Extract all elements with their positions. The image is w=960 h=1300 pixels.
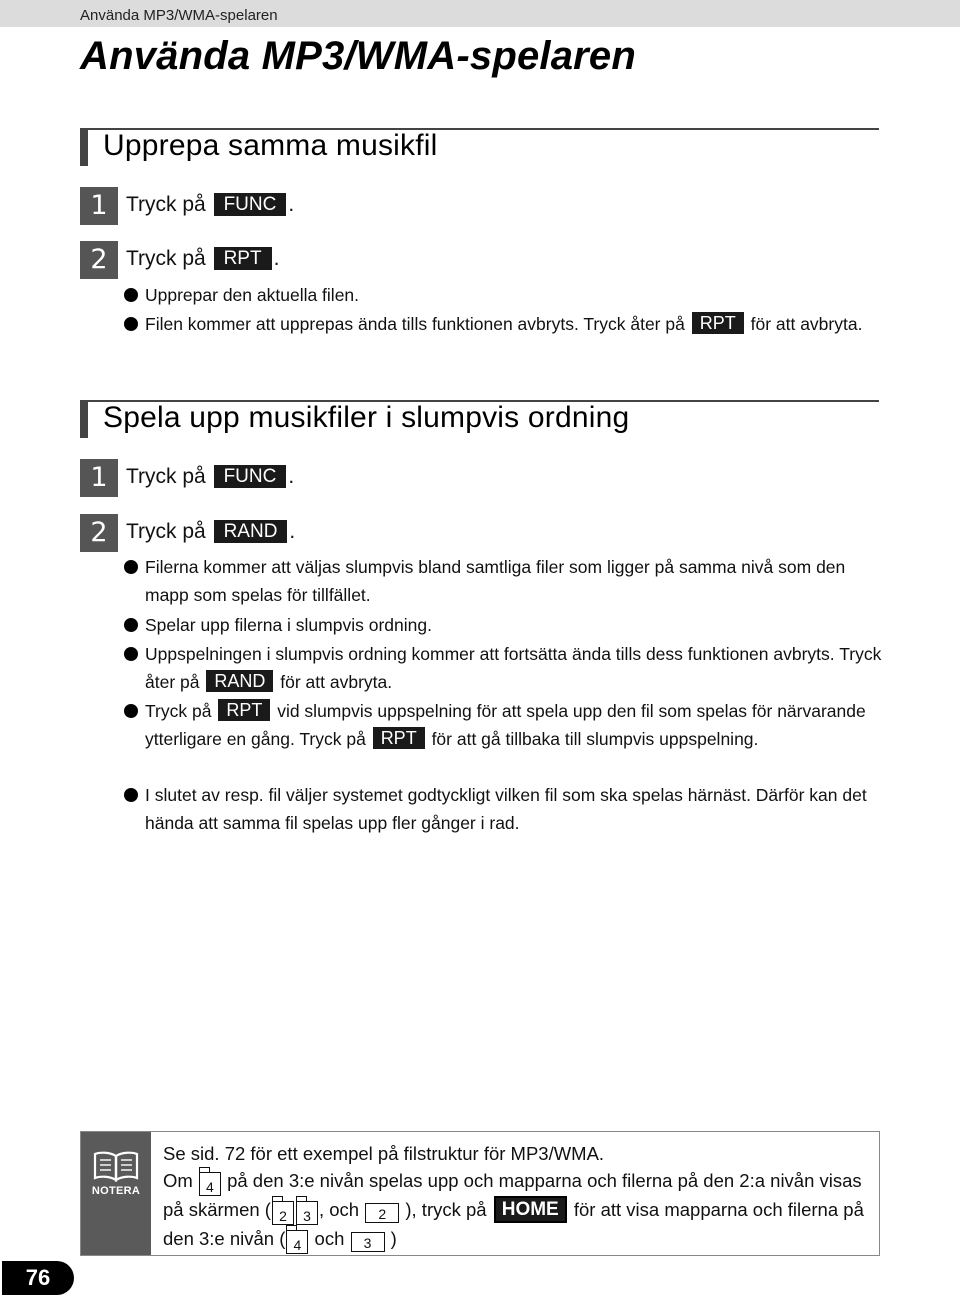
page-title: Använda MP3/WMA-spelaren bbox=[80, 34, 637, 78]
running-title: Använda MP3/WMA-spelaren bbox=[80, 7, 278, 24]
bullet-dot-icon bbox=[124, 788, 138, 802]
note-text: ), tryck på bbox=[405, 1199, 487, 1220]
section-heading-repeat: Upprepa samma musikfil bbox=[103, 129, 438, 162]
home-key-label: HOME bbox=[494, 1196, 567, 1223]
bullet-dot-icon bbox=[124, 647, 138, 661]
step-instruction bbox=[126, 465, 294, 489]
step-number-1: 1 bbox=[80, 187, 118, 225]
rand-key-label: RAND bbox=[214, 520, 288, 543]
bullet-dot-icon bbox=[124, 560, 138, 574]
note-text: och bbox=[314, 1228, 345, 1249]
note-label: NOTERA bbox=[91, 1185, 141, 1197]
bullet-text: Spelar upp filerna i slumpvis ordning. bbox=[145, 615, 432, 635]
bullet-text: I slutet av resp. fil väljer systemet godtyckligt vilken fil som ska spelas härnäst. Därför kan det hända att samma fil spelas upp fler gånger i rad. bbox=[145, 785, 867, 833]
bullet-text-part: Filen kommer att upprepas ända tills funktionen avbryts. Tryck åter på bbox=[145, 314, 685, 334]
bullet-item bbox=[124, 611, 884, 639]
step-prefix: Tryck på bbox=[126, 520, 206, 543]
rand-key-label: RAND bbox=[206, 670, 273, 692]
bullet-item bbox=[124, 697, 884, 753]
step-prefix: Tryck på bbox=[126, 465, 206, 488]
note-line: Se sid. 72 för ett exempel på filstruktur för MP3/WMA. bbox=[163, 1143, 605, 1164]
bullet-text bbox=[124, 697, 884, 753]
folder-4-icon: 4 bbox=[286, 1230, 308, 1254]
section-heading-random: Spela upp musikfiler i slumpvis ordning bbox=[103, 401, 630, 434]
bullet-text-part: för att avbryta. bbox=[750, 314, 863, 334]
note-text: för att visa mapparna och filerna på den 3:e nivån ( bbox=[163, 1199, 864, 1249]
rpt-key-label: RPT bbox=[214, 247, 272, 270]
step-number-2: 2 bbox=[80, 241, 118, 279]
bullet-text-part: för att avbryta. bbox=[280, 672, 393, 692]
note-sidebar bbox=[81, 1132, 151, 1255]
folder-2-icon: 2 bbox=[365, 1203, 399, 1223]
bullet-dot-icon bbox=[124, 317, 138, 331]
bullet-text-part: Uppspelningen i slumpvis ordning kommer att fortsätta ända tills dess funktionen avbryts. Tryck åter på bbox=[145, 644, 882, 692]
bullet-item bbox=[124, 781, 884, 837]
rpt-key-label: RPT bbox=[218, 699, 270, 721]
func-key-label: FUNC bbox=[214, 193, 287, 216]
bullet-item bbox=[124, 640, 884, 696]
step-instruction bbox=[126, 247, 279, 271]
folder-2-icon: 2 bbox=[272, 1201, 294, 1225]
bullet-dot-icon bbox=[124, 288, 138, 302]
section-marker bbox=[80, 400, 88, 438]
bullet-item bbox=[124, 310, 884, 338]
bullet-item bbox=[124, 553, 884, 609]
folder-3-icon: 3 bbox=[296, 1201, 318, 1225]
note-text: på den 3:e nivån spelas upp och mapparna och filerna på den 2:a nivån visas på skärmen ( bbox=[163, 1170, 862, 1220]
note-text: ) bbox=[390, 1228, 397, 1249]
bullet-text bbox=[124, 310, 884, 338]
step-suffix: . bbox=[273, 247, 280, 270]
step-suffix: . bbox=[288, 193, 295, 216]
step-instruction bbox=[126, 520, 295, 544]
note-content bbox=[163, 1140, 873, 1254]
note-paragraph bbox=[163, 1167, 873, 1254]
rpt-key-label: RPT bbox=[373, 727, 425, 749]
note-text: , och bbox=[318, 1199, 360, 1220]
step-prefix: Tryck på bbox=[126, 193, 206, 216]
bullet-text: Filerna kommer att väljas slumpvis bland samtliga filer som ligger på samma nivå som den mapp som spelas för tillfället. bbox=[145, 557, 846, 605]
page-number: 76 bbox=[2, 1261, 74, 1295]
section-marker bbox=[80, 128, 88, 166]
func-key-label: FUNC bbox=[214, 465, 287, 488]
step-suffix: . bbox=[288, 465, 295, 488]
step-number-2: 2 bbox=[80, 514, 118, 552]
folder-4-icon: 4 bbox=[199, 1172, 221, 1196]
step-suffix: . bbox=[289, 520, 296, 543]
step-instruction bbox=[126, 193, 294, 217]
open-book-icon bbox=[92, 1150, 140, 1182]
bullet-text-part: vid slumpvis uppspelning för att spela upp den fil som spelas för närvarande ytterligare en gång. Tryck på bbox=[145, 701, 866, 749]
bullet-dot-icon bbox=[124, 618, 138, 632]
bullet-text-part: för att gå tillbaka till slumpvis uppspelning. bbox=[431, 729, 759, 749]
step-number-1: 1 bbox=[80, 459, 118, 497]
note-box bbox=[80, 1131, 880, 1256]
bullet-text-part: Tryck på bbox=[145, 701, 212, 721]
folder-3-icon: 3 bbox=[351, 1232, 385, 1252]
note-text: Om bbox=[163, 1170, 193, 1191]
step-prefix: Tryck på bbox=[126, 247, 206, 270]
bullet-text bbox=[124, 640, 884, 696]
rpt-key-label: RPT bbox=[692, 312, 744, 334]
bullet-item bbox=[124, 281, 884, 309]
bullet-dot-icon bbox=[124, 704, 138, 718]
bullet-text: Upprepar den aktuella filen. bbox=[145, 285, 360, 305]
